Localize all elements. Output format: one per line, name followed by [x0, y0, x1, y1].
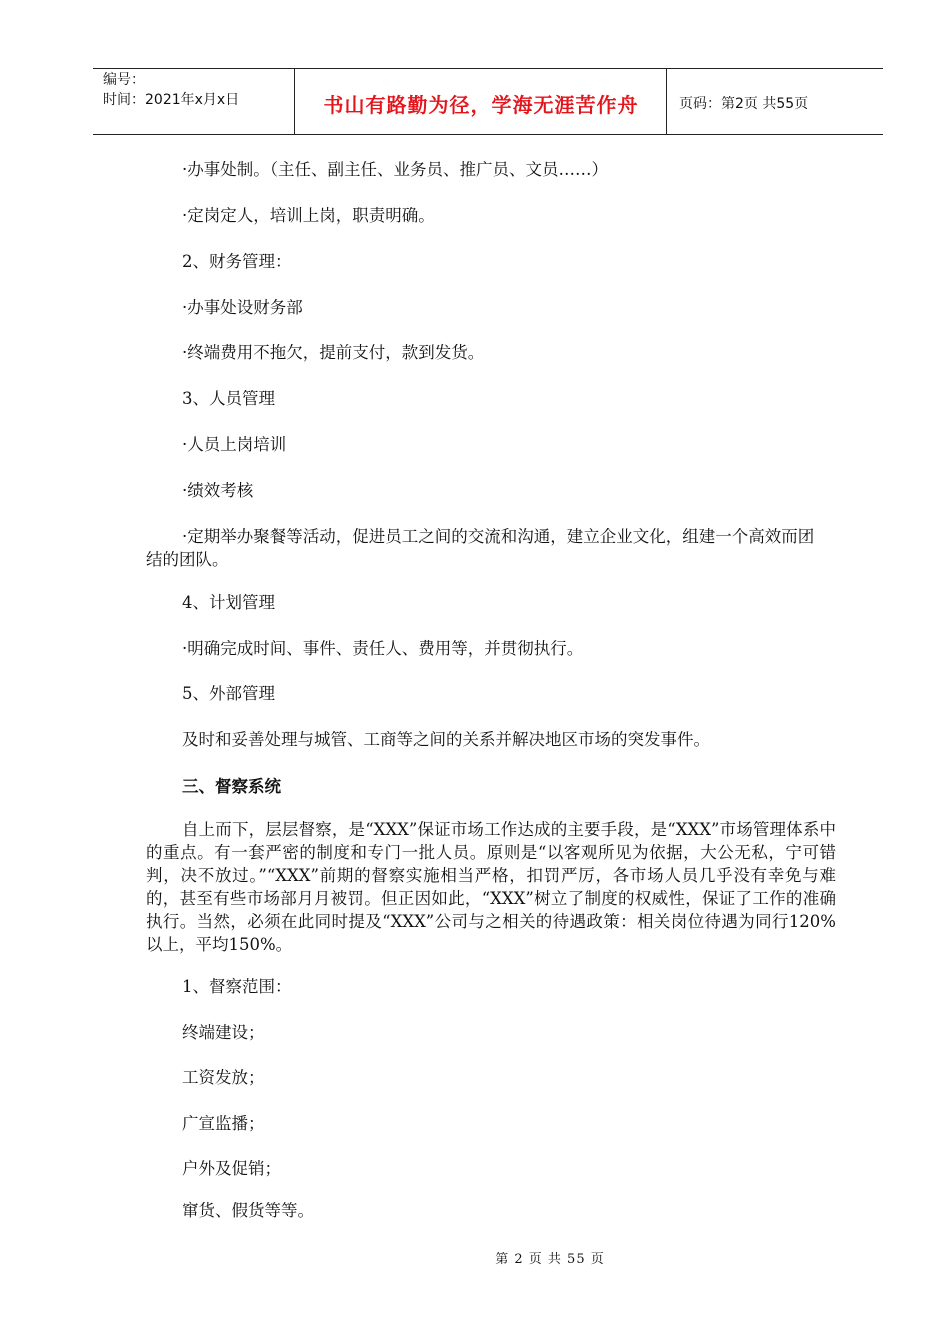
number-label: 编号： — [103, 72, 145, 88]
text-line: ·明确完成时间、事件、责任人、费用等，并贯彻执行。 — [182, 639, 584, 658]
time-label: 时间：2021年x月x日 — [103, 92, 240, 108]
list-item: 终端建设； — [182, 1023, 265, 1042]
text-line: ·人员上岗培训 — [182, 435, 287, 454]
header-meta-cell — [93, 69, 295, 134]
text-line: ·定岗定人，培训上岗，职责明确。 — [182, 206, 435, 225]
footer-page-number: 第 2 页 共 55 页 — [495, 1252, 605, 1267]
text-line: ·办事处设财务部 — [182, 298, 303, 317]
section-title-finance: 2、财务管理： — [182, 252, 292, 271]
page-header — [93, 68, 883, 135]
section-title-plan: 4、计划管理 — [182, 593, 275, 612]
page-footer — [0, 1248, 950, 1267]
section-heading: 三、督察系统 — [182, 777, 281, 796]
section-title-scope: 1、督察范围： — [182, 977, 292, 996]
list-item: 工资发放； — [182, 1068, 265, 1087]
header-motto-cell — [295, 69, 667, 134]
header-motto: 书山有路勤为径，学海无涯苦作舟 — [323, 93, 639, 117]
text-line: ·终端费用不拖欠，提前支付，款到发货。 — [182, 343, 485, 362]
text-line: ·绩效考核 — [182, 481, 254, 500]
list-item: 户外及促销； — [182, 1159, 281, 1178]
list-item: 窜货、假货等等。 — [182, 1201, 314, 1220]
header-page-label: 页码：第2页 共55页 — [679, 96, 809, 112]
section-title-external: 5、外部管理 — [182, 684, 275, 703]
text-line: 及时和妥善处理与城管、工商等之间的关系并解决地区市场的突发事件。 — [182, 730, 710, 749]
text-line: ·办事处制。（主任、副主任、业务员、推广员、文员……） — [182, 160, 608, 179]
header-page-cell — [667, 69, 883, 134]
text-paragraph: ·定期举办聚餐等活动，促进员工之间的交流和沟通，建立企业文化，组建一个高效而团结的团队。 — [146, 527, 815, 569]
section-title-personnel: 3、人员管理 — [182, 389, 275, 408]
text-paragraph: 自上而下，层层督察，是“XXX”保证市场工作达成的主要手段，是“XXX”市场管理体系中的重点。有一套严密的制度和专门一批人员。原则是“以客观所见为依据，大公无私，宁可错判，决不放过。”“XXX”前期的督察实施相当严格，扣罚严厉，各市场人员几乎没有幸免与难的，甚至有些市场部月月被罚。但正因如此，“XXX”树立了制度的权威性，保证了工作的准确执行。当然，必须在此同时提及“XXX”公司与之相关的待遇政策：相关岗位待遇为同行120%以上，平均150%。 — [146, 820, 836, 954]
list-item: 广宣监播； — [182, 1114, 265, 1133]
